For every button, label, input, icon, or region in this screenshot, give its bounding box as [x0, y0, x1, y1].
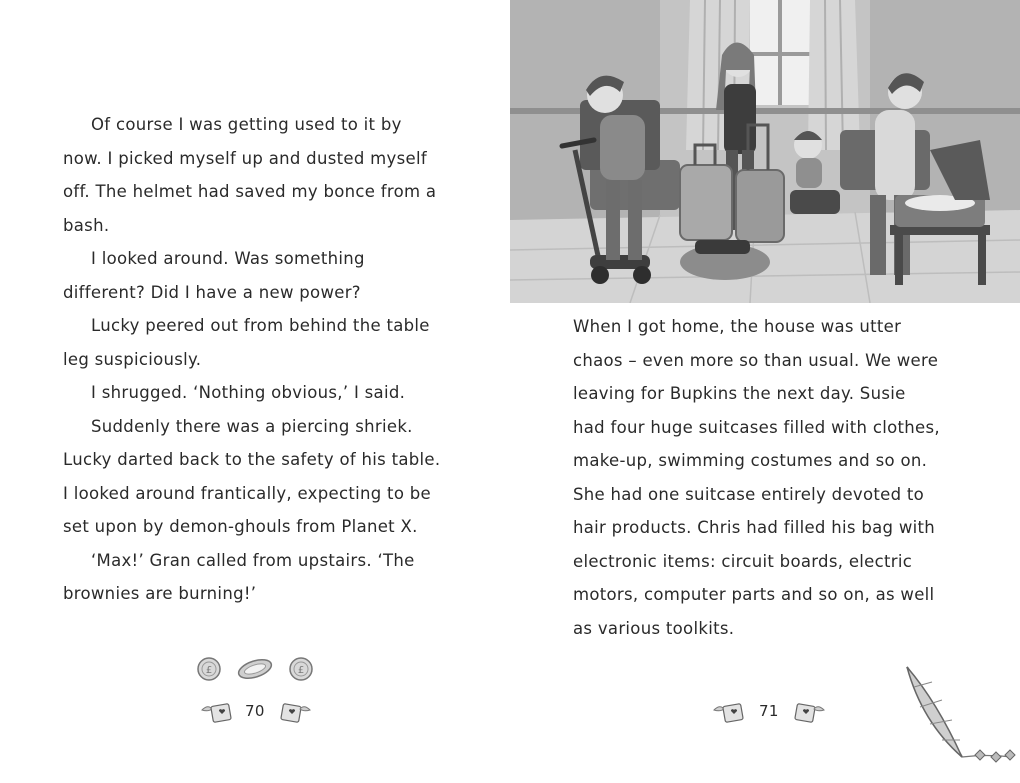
text-line: off. The helmet had saved my bonce from a — [63, 182, 437, 201]
packing-illustration — [510, 0, 1020, 303]
text-line: Lucky darted back to the safety of his table. — [63, 450, 441, 469]
ring-icon — [235, 656, 275, 682]
text-line: make-up, swimming costumes and so on. — [573, 451, 928, 470]
text-line: brownies are burning!’ — [63, 584, 257, 603]
text-line: chaos – even more so than usual. We were — [573, 350, 939, 370]
hammock-icon — [902, 662, 1020, 780]
text-line: leaving for Bupkins the next day. Susie — [573, 384, 906, 403]
text-line: had four huge suitcases filled with clothes, — [573, 417, 940, 437]
text-line: bash. — [63, 215, 110, 235]
text-line: I looked around. Was something — [91, 249, 365, 268]
text-line: She had one suitcase entirely devoted to — [573, 484, 925, 504]
text-line: as various toolkits. — [573, 618, 735, 638]
text-line: I shrugged. ‘Nothing obvious,’ I said. — [91, 383, 406, 402]
right-page-text — [573, 313, 1003, 648]
text-line: Suddenly there was a piercing shriek. — [91, 416, 413, 436]
text-line: Of course I was getting used to it by — [91, 115, 402, 134]
text-line: now. I picked myself up and dusted myself — [63, 148, 427, 168]
text-line: motors, computer parts and so on, as well — [573, 585, 935, 604]
winged-card-icon — [790, 700, 826, 726]
text-line: leg suspiciously. — [63, 349, 202, 369]
winged-card-icon — [712, 700, 748, 726]
page-number: 70 — [245, 702, 265, 720]
text-line: ‘Max!’ Gran called from upstairs. ‘The — [91, 550, 415, 570]
text-line: set upon by demon-ghouls from Planet X. — [63, 517, 418, 536]
left-page-text — [63, 111, 463, 614]
text-line: I looked around frantically, expecting to be — [63, 483, 431, 503]
text-line: hair products. Chris had filled his bag with — [573, 518, 936, 537]
text-line: When I got home, the house was utter — [573, 317, 902, 336]
page-number: 71 — [759, 702, 779, 720]
svg-text:£: £ — [205, 665, 213, 676]
svg-text:£: £ — [297, 665, 305, 676]
right-page — [510, 0, 1020, 783]
text-line: Lucky peered out from behind the table — [91, 316, 430, 335]
winged-card-icon — [276, 700, 312, 726]
coin-icon — [288, 656, 314, 682]
text-line: different? Did I have a new power? — [63, 282, 361, 302]
text-line: electronic items: circuit boards, electric — [573, 551, 913, 571]
winged-card-icon — [200, 700, 236, 726]
coin-icon — [196, 656, 222, 682]
